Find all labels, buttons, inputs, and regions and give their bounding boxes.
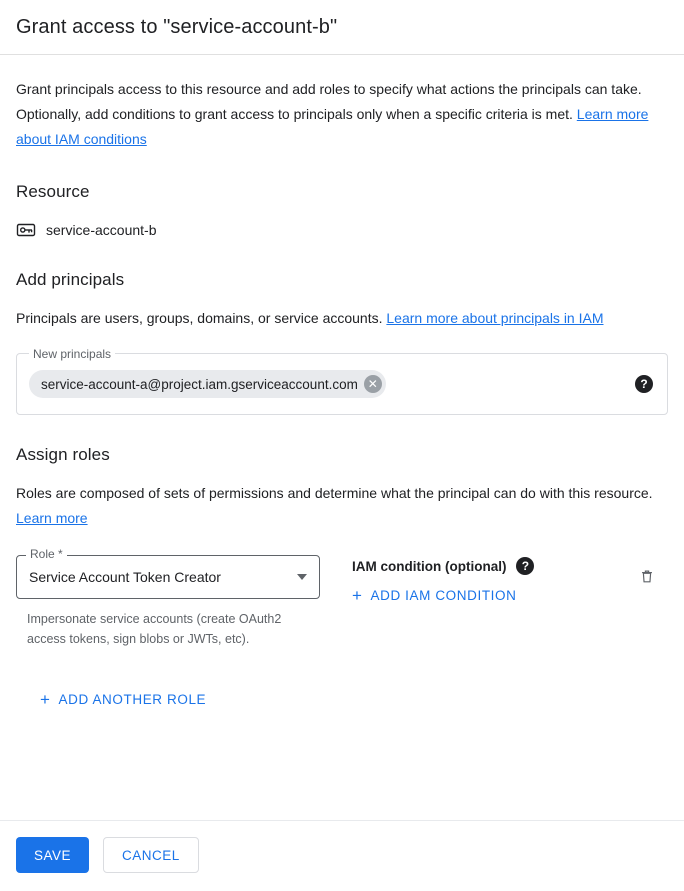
role-select[interactable] [16,555,320,599]
plus-icon: + [40,690,51,709]
intro-text [16,77,664,152]
principal-chip[interactable] [29,370,386,398]
add-iam-condition-button[interactable] [352,587,516,604]
roles-description [16,481,656,531]
new-principals-legend: New principals [29,346,115,362]
cancel-button[interactable]: CANCEL [103,837,199,873]
iam-condition-header [352,557,582,575]
close-icon[interactable]: ✕ [364,375,382,393]
roles-learn-more-link[interactable]: Learn more [16,510,88,526]
new-principals-field[interactable] [16,347,668,415]
help-icon[interactable]: ? [516,557,534,575]
iam-conditions-link[interactable]: Learn more about IAM conditions [16,106,649,147]
help-icon[interactable]: ? [635,375,653,393]
dialog-header [0,0,684,55]
resource-row [16,220,668,240]
plus-icon: + [352,586,363,605]
role-column [16,547,320,649]
dialog-footer [0,820,684,891]
principals-in-iam-link[interactable]: Learn more about principals in IAM [386,310,604,326]
roles-description-body: Roles are composed of sets of permissions and determine what the principal can do with this resource. [16,485,653,501]
resource-name: service-account-b [46,222,157,238]
chevron-down-icon[interactable] [297,574,307,580]
principals-description [16,306,664,331]
service-account-icon [16,220,36,240]
intro-body: Grant principals access to this resource and add roles to specify what actions the principals can take. Optionally, add conditions to grant access to principals only when a specific criteria is met. [16,81,642,122]
save-button[interactable]: SAVE [16,837,89,873]
role-select-value: Service Account Token Creator [29,569,221,585]
add-iam-condition-label: ADD IAM CONDITION [370,588,517,603]
add-another-role-row [16,679,668,710]
delete-role-column [636,555,668,590]
trash-icon[interactable] [636,565,658,587]
add-another-role-label: ADD ANOTHER ROLE [58,692,207,707]
principals-description-body: Principals are users, groups, domains, or service accounts. [16,310,387,326]
dialog-content [0,77,684,710]
principals-section-title: Add principals [16,270,125,289]
principal-chip-label: service-account-a@project.iam.gserviceaccount.com [41,376,358,392]
roles-section-title: Assign roles [16,445,110,464]
page-title: Grant access to "service-account-b" [16,16,338,38]
role-description-hint: Impersonate service accounts (create OAuth2 access tokens, sign blobs or JWTs, etc). [27,612,282,646]
iam-condition-label: IAM condition (optional) [352,558,507,574]
add-another-role-button[interactable] [40,691,206,708]
iam-condition-column [352,555,582,606]
role-row [16,547,668,649]
resource-section-title: Resource [16,182,90,201]
role-select-legend: Role * [26,547,67,561]
role-select-wrap [16,547,320,599]
